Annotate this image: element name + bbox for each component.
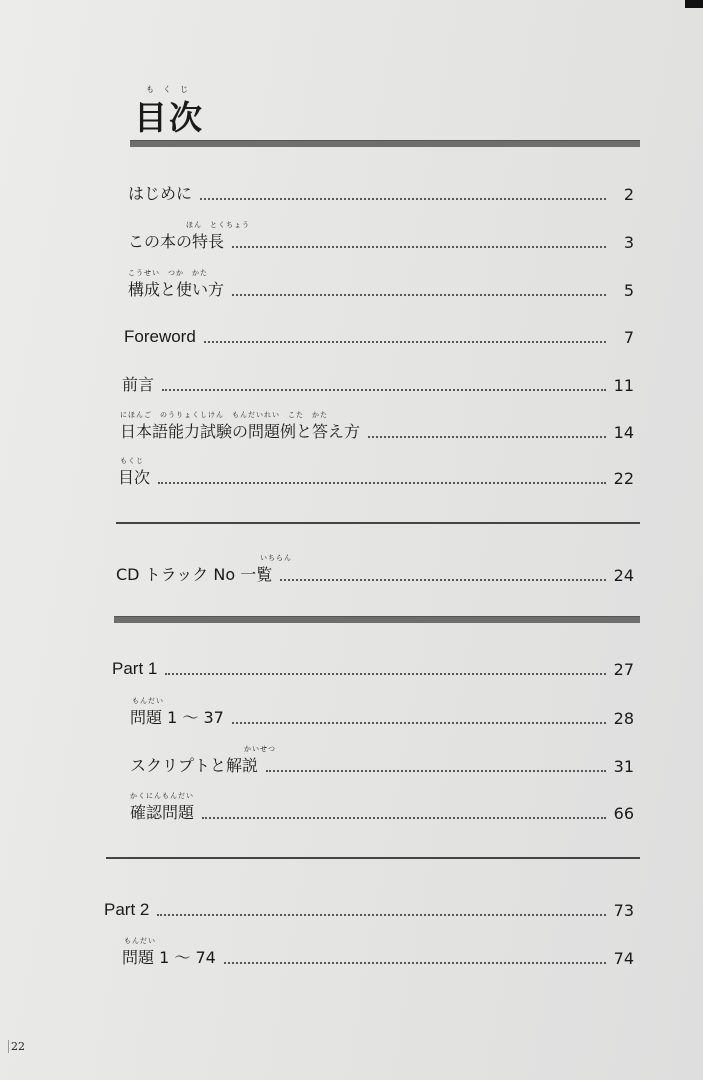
toc-entry-label <box>130 697 224 728</box>
toc-entry-cd-list <box>116 554 634 585</box>
toc-entry-page: 28 <box>613 709 634 728</box>
dot-leader <box>232 722 606 724</box>
toc-entry-label <box>122 937 216 968</box>
toc-entry-foreword <box>124 325 634 347</box>
toc-entry-mondairei <box>120 411 634 442</box>
toc-entry-hajimeni <box>128 182 634 204</box>
toc-entry-label <box>128 269 225 300</box>
toc-entry-ruby: かいせつ <box>244 745 276 753</box>
toc-entry-page: 27 <box>613 660 634 679</box>
toc-entry-label <box>116 554 292 585</box>
toc-entry-page: 2 <box>623 185 634 204</box>
toc-entry-page: 22 <box>613 469 634 488</box>
toc-entry-label: Part 2 <box>104 900 150 919</box>
toc-entry-text: 日本語能力試験の問題例と答え方 <box>120 422 361 441</box>
toc-entry-page: 24 <box>613 566 634 585</box>
toc-entry-ruby: ほん とくちょう <box>186 221 250 229</box>
dot-leader <box>232 246 606 248</box>
toc-entry-ruby: いちらん <box>260 554 292 562</box>
toc-entry-text: 構成と使い方 <box>128 280 225 299</box>
dot-leader <box>280 579 605 581</box>
corner-mark <box>685 0 703 8</box>
toc-entry-page: 5 <box>623 281 634 300</box>
title-ruby: もくじ <box>146 85 197 94</box>
toc-entry-part2-mondai <box>122 937 634 968</box>
toc-entry-label <box>130 792 195 823</box>
toc-entry-label: Part 1 <box>112 659 158 678</box>
toc-entry-page: 31 <box>613 757 634 776</box>
title-divider <box>130 140 640 147</box>
toc-entry-ruby: もんだい <box>124 937 156 945</box>
section-divider <box>116 522 640 524</box>
toc-entry-mokuji <box>118 457 634 488</box>
toc-entry-page: 14 <box>613 423 634 442</box>
toc-entry-text: スクリプトと解説 <box>130 756 259 775</box>
toc-entry-zengen <box>122 373 634 395</box>
page-title: 目次 <box>134 98 204 137</box>
toc-entry-part1-mondai <box>130 697 634 728</box>
toc-entry-label <box>128 221 250 252</box>
toc-entry-ruby: もんだい <box>132 697 164 705</box>
toc-entry-part1-script <box>130 745 634 776</box>
toc-entry-label: Foreword <box>124 327 196 346</box>
toc-entry-text: この本の特長 <box>128 232 225 251</box>
dot-leader <box>158 482 606 484</box>
toc-entry-part1-kakunin <box>130 792 634 823</box>
toc-entry-label <box>118 457 151 488</box>
section-divider <box>114 616 640 623</box>
dot-leader <box>165 673 605 675</box>
toc-entry-tokucho <box>128 221 634 252</box>
toc-entry-ruby: こうせい つか かた <box>128 269 208 277</box>
toc-entry-text: 問題 1 ～ 74 <box>122 948 216 967</box>
toc-entry-ruby: にほんご のうりょくしけん もんだいれい こた かた <box>120 411 328 419</box>
dot-leader <box>266 770 606 772</box>
toc-entry-label <box>130 745 276 776</box>
dot-leader <box>224 962 606 964</box>
toc-entry-text: 確認問題 <box>130 803 195 822</box>
toc-entry-part1 <box>112 657 634 679</box>
toc-entry-label: はじめに <box>128 184 193 203</box>
toc-entry-part2 <box>104 898 634 920</box>
toc-entry-text: 問題 1 ～ 37 <box>130 708 224 727</box>
toc-entry-label <box>120 411 361 442</box>
toc-entry-ruby: かくにんもんだい <box>130 792 194 800</box>
dot-leader <box>202 817 606 819</box>
section-divider <box>106 857 640 859</box>
toc-entry-ruby: もくじ <box>120 457 144 465</box>
toc-entry-page: 11 <box>613 376 634 395</box>
toc-entry-page: 3 <box>623 233 634 252</box>
toc-entry-page: 73 <box>613 901 634 920</box>
toc-entry-page: 7 <box>623 328 634 347</box>
dot-leader <box>200 198 606 200</box>
toc-entry-kosei <box>128 269 634 300</box>
dot-leader <box>157 914 605 916</box>
dot-leader <box>232 294 606 296</box>
page-folio: 22 <box>8 1040 25 1053</box>
toc-entry-page: 66 <box>613 804 634 823</box>
toc-entry-page: 74 <box>613 949 634 968</box>
dot-leader <box>368 436 606 438</box>
toc-entry-text: CD トラック No 一覧 <box>116 565 273 584</box>
dot-leader <box>162 389 606 391</box>
dot-leader <box>204 341 606 343</box>
toc-entry-text: 目次 <box>118 468 151 487</box>
toc-entry-label: 前言 <box>122 375 155 394</box>
